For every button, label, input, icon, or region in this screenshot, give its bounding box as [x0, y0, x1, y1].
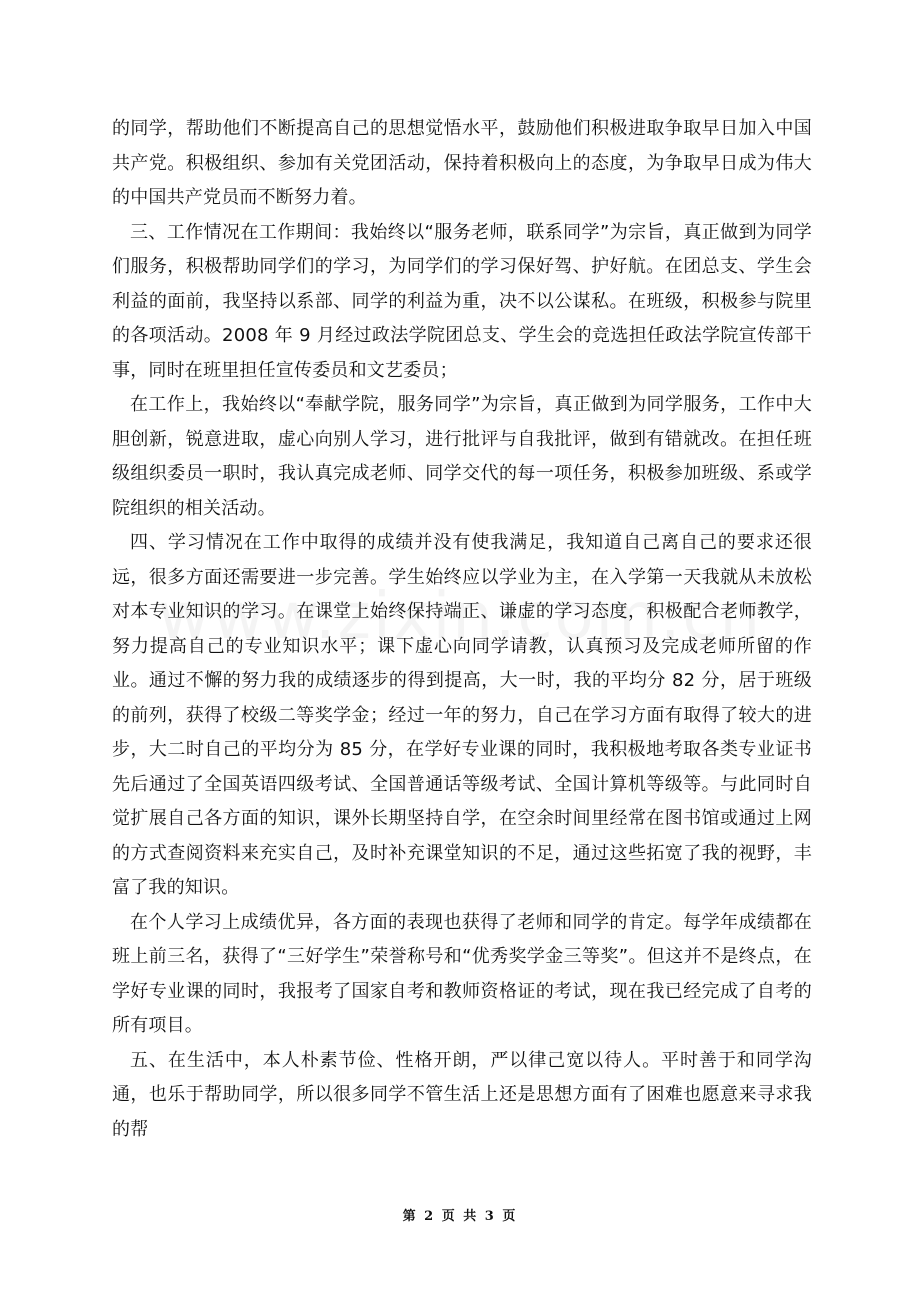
body-text	[112, 112, 812, 1147]
paragraph-continuation: 的同学，帮助他们不断提高自己的思想觉悟水平，鼓励他们积极进取争取早日加入中国共产党。积极组织、参加有关党团活动，保持着积极向上的态度，为争取早日成为伟大的中国共产党员而不断努力着。	[112, 118, 812, 208]
paragraph-study-achievements: 在个人学习上成绩优异，各方面的表现也获得了老师和同学的肯定。每学年成绩都在班上前三名，获得了“三好学生”荣誉称号和“优秀奖学金三等奖”。但这并不是终点，在学好专业课的同时，我报考了国家自考和教师资格证的考试，现在我已经完成了自考的所有项目。	[112, 911, 812, 1036]
paragraph-work-attitude: 在工作上，我始终以“奉献学院，服务同学”为宗旨，真正做到为同学服务，工作中大胆创新，锐意进取，虚心向别人学习，进行批评与自我批评，做到有错就改。在担任班级组织委员一职时，我认真完成老师、同学交代的每一项任务，积极参加班级、系或学院组织的相关活动。	[112, 394, 812, 519]
paragraph-life: 五、在生活中，本人朴素节俭、性格开朗，严以律己宽以待人。平时善于和同学沟通，也乐于帮助同学，所以很多同学不管生活上还是思想方面有了困难也愿意来寻求我的帮	[112, 1049, 812, 1140]
page-number-footer: 第 2 页 共 3 页	[402, 1209, 518, 1224]
paragraph-study-status: 四、学习情况在工作中取得的成绩并没有使我满足，我知道自己离自己的要求还很远，很多方面还需要进一步完善。学生始终应以学业为主，在入学第一天我就从未放松对本专业知识的学习。在课堂上始终保持端正、谦虚的学习态度，积极配合老师教学，努力提高自己的专业知识水平；课下虚心向同学请教，认真预习及完成老师所留的作业。通过不懈的努力我的成绩逐步的得到提高，大一时，我的平均分 82 分，居于班级的前列，获得了校级二等奖学金；经过一年的努力，自己在学习方面有取得了较大的进步，大二时自己的平均分为 85 分，在学好专业课的同时，我积极地考取各类专业证书先后通过了全国英语四级考试、全国普通话等级考试、全国计算机等级等。与此同时自觉扩展自己各方面的知识，课外长期坚持自学，在空余时间里经常在图书馆或通过上网的方式查阅资料来充实自己，及时补充课堂知识的不足，通过这些拓宽了我的视野，丰富了我的知识。	[112, 532, 812, 898]
paragraph-work-status: 三、工作情况在工作期间：我始终以“服务老师，联系同学”为宗旨，真正做到为同学们服务，积极帮助同学们的学习，为同学们的学习保好驾、护好航。在团总支、学生会利益的面前，我坚持以系部、同学的利益为重，决不以公谋私。在班级，积极参与院里的各项活动。2008 年 9 月经过政法学院团总支、学生会的竞选担任政法学院宣传部干事，同时在班里担任宣传委员和文艺委员；	[112, 221, 812, 381]
